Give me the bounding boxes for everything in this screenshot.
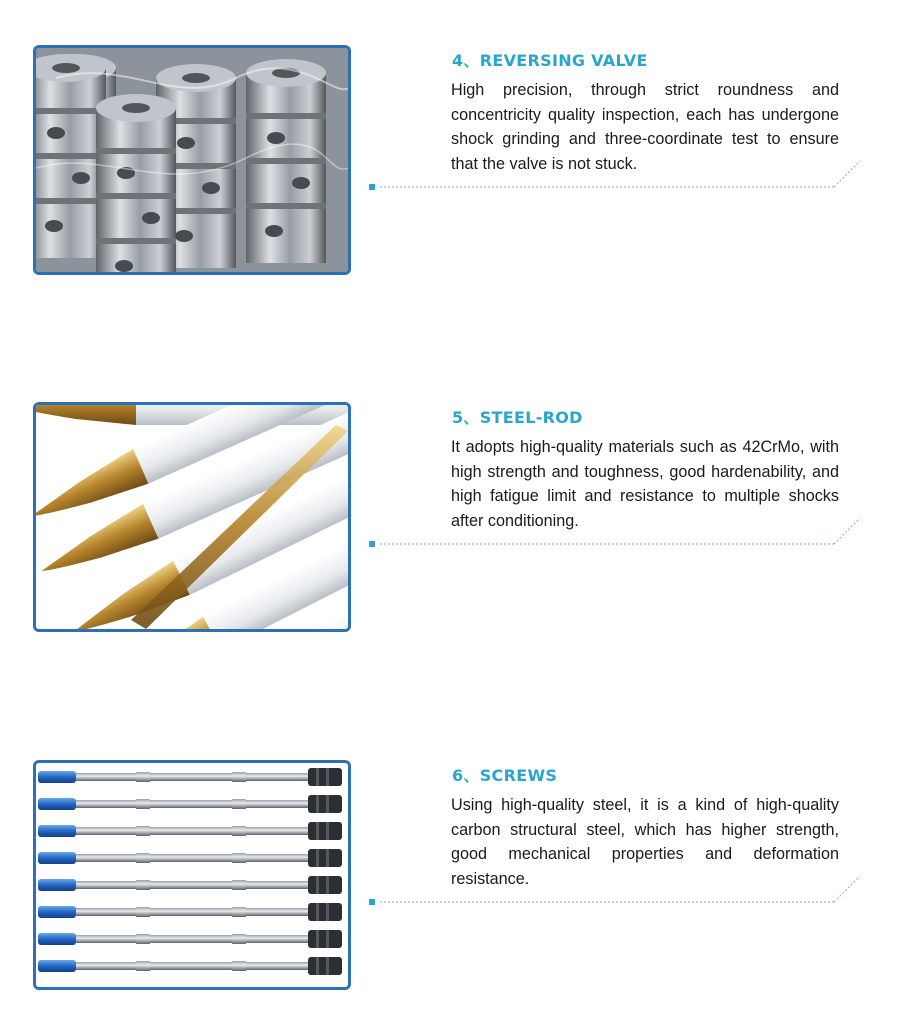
dotted-connector-line	[368, 872, 868, 912]
feature-section-reversing-valve	[0, 45, 902, 285]
section-description: High precision, through strict roundness and concentricity quality inspection, each has undergone shock grinding and three-coordinate test to ensure that the valve is not stuck.	[451, 81, 839, 173]
screws-image	[33, 760, 351, 990]
feature-section-steel-rod	[0, 402, 902, 642]
reversing-valve-image	[33, 45, 351, 275]
section-description: It adopts high-quality materials such as 42CrMo, with high strength and toughness, good hardenability, and high fatigue limit and resistance to multiple shocks after conditioning.	[451, 438, 839, 530]
section-description: Using high-quality steel, it is a kind of high-quality carbon structural steel, which has higher strength, good mechanical properties and deformation resistance.	[451, 796, 839, 888]
dotted-connector-line	[368, 514, 868, 554]
section-title: 6、SCREWS	[452, 766, 558, 785]
section-title: 4、REVERSING VALVE	[452, 51, 648, 70]
feature-section-screws	[0, 760, 902, 1000]
section-title: 5、STEEL-ROD	[452, 408, 583, 427]
dotted-connector-line	[368, 157, 868, 197]
steel-rod-image	[33, 402, 351, 632]
